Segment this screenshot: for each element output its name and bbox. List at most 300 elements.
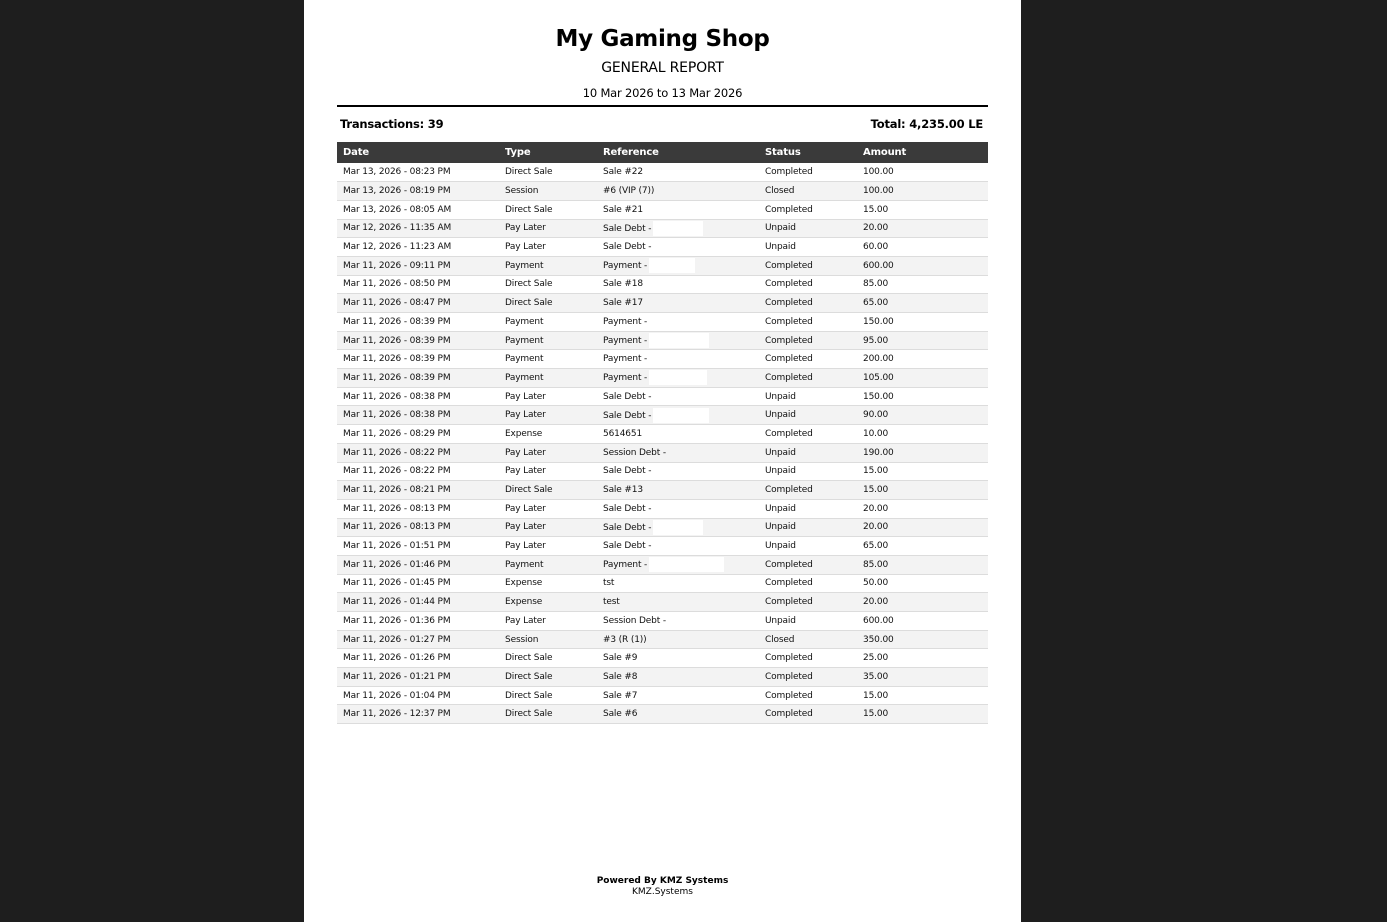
cell-reference <box>597 443 759 462</box>
cell-amount-text: 85.00 <box>863 559 889 570</box>
cell-status-text: Completed <box>765 578 813 589</box>
table-row <box>337 668 988 687</box>
cell-status-text: Completed <box>765 316 813 327</box>
cell-type-text: Direct Sale <box>505 709 553 720</box>
cell-date-text: Mar 11, 2026 - 08:29 PM <box>343 428 451 439</box>
cell-reference-text: Sale Debt - <box>603 541 652 552</box>
cell-type-text: Pay Later <box>505 242 546 253</box>
cell-amount <box>857 705 988 724</box>
table-row <box>337 612 988 631</box>
cell-date <box>337 481 499 500</box>
cell-date-text: Mar 11, 2026 - 01:51 PM <box>343 541 451 552</box>
column-header-type: Type <box>505 147 531 158</box>
cell-date <box>337 649 499 668</box>
cell-type <box>499 219 597 238</box>
cell-type <box>499 649 597 668</box>
cell-status-text: Unpaid <box>765 503 796 514</box>
cell-reference-text: Payment - <box>603 336 648 347</box>
cell-date-text: Mar 13, 2026 - 08:23 PM <box>343 167 451 178</box>
table-row <box>337 649 988 668</box>
cell-reference <box>597 331 759 350</box>
cell-reference-text: Payment - <box>603 560 648 571</box>
cell-amount-text: 100.00 <box>863 167 894 178</box>
table-row <box>337 499 988 518</box>
cell-type-text: Payment <box>505 316 544 327</box>
redacted-block <box>653 520 703 535</box>
cell-reference-text: Sale Debt - <box>603 391 652 402</box>
cell-date-text: Mar 11, 2026 - 01:27 PM <box>343 634 451 645</box>
cell-type <box>499 593 597 612</box>
cell-amount-text: 90.00 <box>863 410 889 421</box>
cell-amount <box>857 313 988 332</box>
cell-date <box>337 275 499 294</box>
report-footer <box>304 876 1021 898</box>
cell-date-text: Mar 11, 2026 - 08:22 PM <box>343 447 451 458</box>
table-row <box>337 481 988 500</box>
cell-type <box>499 294 597 313</box>
redacted-block <box>653 408 709 423</box>
table-row <box>337 219 988 238</box>
cell-type-text: Payment <box>505 335 544 346</box>
cell-type <box>499 686 597 705</box>
cell-date-text: Mar 12, 2026 - 11:35 AM <box>343 223 452 234</box>
cell-reference <box>597 313 759 332</box>
cell-type <box>499 369 597 388</box>
cell-status <box>759 481 857 500</box>
cell-amount-text: 150.00 <box>863 391 894 402</box>
cell-reference-text: Sale #6 <box>603 709 638 720</box>
cell-type-text: Expense <box>505 597 543 608</box>
cell-amount <box>857 406 988 425</box>
cell-amount <box>857 593 988 612</box>
column-header-status: Status <box>765 147 801 158</box>
table-row <box>337 593 988 612</box>
cell-type <box>499 518 597 537</box>
cell-date-text: Mar 11, 2026 - 08:39 PM <box>343 372 451 383</box>
cell-type <box>499 425 597 444</box>
cell-reference <box>597 705 759 724</box>
redacted-block <box>649 258 695 273</box>
cell-type <box>499 443 597 462</box>
cell-type-text: Pay Later <box>505 541 546 552</box>
cell-date <box>337 686 499 705</box>
header-divider <box>337 105 988 107</box>
cell-date <box>337 705 499 724</box>
cell-status <box>759 499 857 518</box>
cell-date-text: Mar 11, 2026 - 08:21 PM <box>343 485 451 496</box>
table-row <box>337 313 988 332</box>
cell-reference-text: Sale Debt - <box>603 503 652 514</box>
cell-date-text: Mar 11, 2026 - 08:39 PM <box>343 354 451 365</box>
cell-type <box>499 163 597 182</box>
cell-type-text: Payment <box>505 372 544 383</box>
table-row <box>337 163 988 182</box>
cell-date <box>337 406 499 425</box>
cell-reference-text: Sale #18 <box>603 279 643 290</box>
cell-date-text: Mar 11, 2026 - 08:22 PM <box>343 466 451 477</box>
cell-status <box>759 406 857 425</box>
cell-date-text: Mar 11, 2026 - 01:45 PM <box>343 578 451 589</box>
cell-type-text: Pay Later <box>505 447 546 458</box>
cell-reference <box>597 462 759 481</box>
cell-status-text: Completed <box>765 709 813 720</box>
cell-status <box>759 369 857 388</box>
cell-status <box>759 387 857 406</box>
cell-amount <box>857 555 988 574</box>
cell-reference-text: Sale Debt - <box>603 242 652 253</box>
cell-reference-text: Sale #22 <box>603 167 643 178</box>
cell-status-text: Completed <box>765 485 813 496</box>
table-row <box>337 331 988 350</box>
cell-status <box>759 200 857 219</box>
cell-amount-text: 20.00 <box>863 522 889 533</box>
cell-type-text: Expense <box>505 428 543 439</box>
cell-type <box>499 331 597 350</box>
total-amount: Total: 4,235.00 LE <box>870 117 983 131</box>
cell-amount-text: 20.00 <box>863 597 889 608</box>
cell-type-text: Payment <box>505 559 544 570</box>
column-header-reference: Reference <box>603 147 659 158</box>
cell-reference-text: Payment - <box>603 373 648 384</box>
cell-status-text: Unpaid <box>765 541 796 552</box>
cell-date-text: Mar 11, 2026 - 08:13 PM <box>343 503 451 514</box>
cell-reference <box>597 612 759 631</box>
cell-date <box>337 499 499 518</box>
cell-reference-text: Sale Debt - <box>603 522 652 533</box>
cell-status-text: Unpaid <box>765 447 796 458</box>
table-row <box>337 200 988 219</box>
cell-status-text: Unpaid <box>765 242 796 253</box>
cell-amount <box>857 630 988 649</box>
cell-reference <box>597 406 759 425</box>
cell-type-text: Pay Later <box>505 503 546 514</box>
cell-date <box>337 369 499 388</box>
cell-reference-text: Sale Debt - <box>603 466 652 477</box>
cell-date <box>337 612 499 631</box>
table-row <box>337 518 988 537</box>
cell-status <box>759 686 857 705</box>
cell-date <box>337 294 499 313</box>
cell-amount <box>857 275 988 294</box>
cell-type <box>499 499 597 518</box>
cell-amount-text: 50.00 <box>863 578 889 589</box>
table-row <box>337 686 988 705</box>
cell-status <box>759 649 857 668</box>
cell-status-text: Unpaid <box>765 522 796 533</box>
cell-amount-text: 15.00 <box>863 709 889 720</box>
cell-status <box>759 331 857 350</box>
cell-amount <box>857 481 988 500</box>
table-row <box>337 275 988 294</box>
table-row <box>337 705 988 724</box>
cell-type <box>499 668 597 687</box>
cell-type-text: Direct Sale <box>505 279 553 290</box>
cell-amount <box>857 518 988 537</box>
cell-amount <box>857 462 988 481</box>
cell-amount <box>857 256 988 275</box>
cell-date <box>337 256 499 275</box>
cell-status <box>759 219 857 238</box>
cell-reference <box>597 686 759 705</box>
cell-type-text: Direct Sale <box>505 204 553 215</box>
cell-amount-text: 25.00 <box>863 653 889 664</box>
report-page <box>304 0 1021 922</box>
cell-type-text: Direct Sale <box>505 671 553 682</box>
cell-status-text: Completed <box>765 204 813 215</box>
cell-amount <box>857 537 988 556</box>
cell-reference-text: Session Debt - <box>603 447 666 458</box>
cell-status <box>759 313 857 332</box>
cell-reference <box>597 219 759 238</box>
cell-reference-text: Sale #17 <box>603 298 643 309</box>
cell-status-text: Unpaid <box>765 391 796 402</box>
cell-date <box>337 593 499 612</box>
cell-type <box>499 481 597 500</box>
cell-amount-text: 65.00 <box>863 298 889 309</box>
cell-reference <box>597 182 759 201</box>
cell-date <box>337 387 499 406</box>
cell-amount-text: 350.00 <box>863 634 894 645</box>
cell-amount <box>857 238 988 257</box>
cell-amount-text: 100.00 <box>863 186 894 197</box>
table-row <box>337 294 988 313</box>
cell-type <box>499 555 597 574</box>
cell-type <box>499 275 597 294</box>
cell-date-text: Mar 12, 2026 - 11:23 AM <box>343 242 452 253</box>
table-row <box>337 425 988 444</box>
cell-reference-text: test <box>603 597 620 608</box>
cell-amount-text: 150.00 <box>863 316 894 327</box>
cell-reference <box>597 593 759 612</box>
cell-amount <box>857 574 988 593</box>
cell-status <box>759 294 857 313</box>
table-row <box>337 369 988 388</box>
cell-status <box>759 425 857 444</box>
cell-date <box>337 537 499 556</box>
cell-amount <box>857 668 988 687</box>
cell-type-text: Direct Sale <box>505 485 553 496</box>
cell-date-text: Mar 11, 2026 - 08:47 PM <box>343 298 451 309</box>
table-row <box>337 555 988 574</box>
cell-date-text: Mar 11, 2026 - 08:38 PM <box>343 410 451 421</box>
cell-date <box>337 350 499 369</box>
cell-status <box>759 555 857 574</box>
cell-amount-text: 15.00 <box>863 204 889 215</box>
cell-reference <box>597 163 759 182</box>
cell-status-text: Completed <box>765 335 813 346</box>
cell-reference <box>597 537 759 556</box>
table-row <box>337 462 988 481</box>
cell-date-text: Mar 11, 2026 - 01:44 PM <box>343 597 451 608</box>
cell-reference-text: Sale #9 <box>603 653 638 664</box>
cell-reference-text: Sale Debt - <box>603 223 652 234</box>
cell-date-text: Mar 11, 2026 - 08:13 PM <box>343 522 451 533</box>
table-row <box>337 350 988 369</box>
cell-type-text: Pay Later <box>505 391 546 402</box>
cell-status-text: Completed <box>765 279 813 290</box>
cell-reference-text: Payment - <box>603 316 648 327</box>
cell-status-text: Completed <box>765 428 813 439</box>
cell-date <box>337 668 499 687</box>
cell-amount <box>857 425 988 444</box>
cell-status <box>759 668 857 687</box>
table-row <box>337 537 988 556</box>
cell-date <box>337 219 499 238</box>
cell-date <box>337 443 499 462</box>
cell-amount-text: 105.00 <box>863 372 894 383</box>
cell-status-text: Completed <box>765 671 813 682</box>
cell-status <box>759 593 857 612</box>
cell-status <box>759 256 857 275</box>
cell-status-text: Completed <box>765 559 813 570</box>
cell-type <box>499 630 597 649</box>
cell-date <box>337 331 499 350</box>
cell-type <box>499 462 597 481</box>
cell-amount-text: 65.00 <box>863 541 889 552</box>
cell-date <box>337 574 499 593</box>
cell-amount-text: 190.00 <box>863 447 894 458</box>
cell-status-text: Completed <box>765 298 813 309</box>
cell-amount <box>857 182 988 201</box>
cell-reference <box>597 425 759 444</box>
cell-date-text: Mar 13, 2026 - 08:05 AM <box>343 204 452 215</box>
cell-status-text: Closed <box>765 186 795 197</box>
cell-reference <box>597 630 759 649</box>
cell-amount-text: 600.00 <box>863 615 894 626</box>
cell-reference <box>597 256 759 275</box>
cell-type-text: Pay Later <box>505 223 546 234</box>
cell-reference-text: Sale Debt - <box>603 410 652 421</box>
cell-type-text: Direct Sale <box>505 167 553 178</box>
cell-date <box>337 238 499 257</box>
cell-amount-text: 20.00 <box>863 503 889 514</box>
table-row <box>337 630 988 649</box>
cell-type <box>499 256 597 275</box>
cell-status-text: Unpaid <box>765 466 796 477</box>
summary-bar <box>337 117 988 133</box>
table-row <box>337 256 988 275</box>
cell-date-text: Mar 13, 2026 - 08:19 PM <box>343 186 451 197</box>
cell-date-text: Mar 11, 2026 - 08:39 PM <box>343 316 451 327</box>
cell-date <box>337 163 499 182</box>
cell-reference-text: 5614651 <box>603 428 643 439</box>
cell-type-text: Pay Later <box>505 522 546 533</box>
cell-date <box>337 313 499 332</box>
cell-status <box>759 537 857 556</box>
cell-reference <box>597 555 759 574</box>
cell-status <box>759 238 857 257</box>
cell-type-text: Pay Later <box>505 466 546 477</box>
transactions-count: Transactions: 39 <box>340 117 444 131</box>
cell-status-text: Completed <box>765 653 813 664</box>
cell-reference <box>597 518 759 537</box>
cell-reference <box>597 369 759 388</box>
cell-reference <box>597 350 759 369</box>
cell-date <box>337 555 499 574</box>
website-text: KMZ.Systems <box>632 887 693 897</box>
cell-date-text: Mar 11, 2026 - 01:26 PM <box>343 653 451 664</box>
cell-date <box>337 630 499 649</box>
table-row <box>337 406 988 425</box>
cell-status <box>759 350 857 369</box>
cell-date <box>337 182 499 201</box>
cell-status-text: Completed <box>765 690 813 701</box>
redacted-block <box>649 370 707 385</box>
cell-date-text: Mar 11, 2026 - 08:38 PM <box>343 391 451 402</box>
table-row <box>337 238 988 257</box>
cell-date <box>337 200 499 219</box>
cell-date-text: Mar 11, 2026 - 01:21 PM <box>343 671 451 682</box>
cell-status-text: Unpaid <box>765 615 796 626</box>
cell-reference-text: tst <box>603 578 615 589</box>
cell-reference <box>597 649 759 668</box>
cell-type-text: Pay Later <box>505 615 546 626</box>
cell-status-text: Completed <box>765 597 813 608</box>
cell-date-text: Mar 11, 2026 - 01:46 PM <box>343 559 451 570</box>
cell-type <box>499 200 597 219</box>
cell-reference <box>597 574 759 593</box>
cell-date-text: Mar 11, 2026 - 01:36 PM <box>343 615 451 626</box>
cell-reference-text: #6 (VIP (7)) <box>603 186 655 197</box>
cell-type-text: Direct Sale <box>505 298 553 309</box>
cell-amount-text: 60.00 <box>863 242 889 253</box>
cell-amount <box>857 649 988 668</box>
cell-reference <box>597 481 759 500</box>
cell-amount-text: 20.00 <box>863 223 889 234</box>
cell-status <box>759 163 857 182</box>
cell-amount-text: 95.00 <box>863 335 889 346</box>
cell-status <box>759 182 857 201</box>
cell-status <box>759 574 857 593</box>
cell-date <box>337 425 499 444</box>
cell-reference-text: Sale #7 <box>603 690 638 701</box>
cell-date <box>337 462 499 481</box>
cell-type <box>499 182 597 201</box>
cell-status <box>759 612 857 631</box>
table-row <box>337 443 988 462</box>
cell-status-text: Completed <box>765 354 813 365</box>
cell-reference <box>597 238 759 257</box>
cell-reference <box>597 499 759 518</box>
cell-status-text: Completed <box>765 260 813 271</box>
cell-amount <box>857 350 988 369</box>
cell-type-text: Direct Sale <box>505 690 553 701</box>
cell-status <box>759 705 857 724</box>
cell-amount <box>857 686 988 705</box>
cell-type <box>499 612 597 631</box>
powered-by-text: Powered By KMZ Systems <box>596 876 729 886</box>
cell-amount-text: 85.00 <box>863 279 889 290</box>
cell-amount <box>857 294 988 313</box>
cell-amount <box>857 200 988 219</box>
cell-status-text: Completed <box>765 167 813 178</box>
cell-amount-text: 15.00 <box>863 485 889 496</box>
cell-amount-text: 15.00 <box>863 466 889 477</box>
cell-reference-text: #3 (R (1)) <box>603 634 647 645</box>
cell-amount <box>857 219 988 238</box>
cell-type <box>499 574 597 593</box>
cell-status-text: Closed <box>765 634 795 645</box>
cell-amount-text: 10.00 <box>863 428 889 439</box>
cell-reference <box>597 275 759 294</box>
cell-amount-text: 35.00 <box>863 671 889 682</box>
cell-date-text: Mar 11, 2026 - 09:11 PM <box>343 260 451 271</box>
report-title: GENERAL REPORT <box>601 60 724 76</box>
cell-type-text: Direct Sale <box>505 653 553 664</box>
cell-type-text: Session <box>505 186 539 197</box>
cell-reference <box>597 294 759 313</box>
cell-date <box>337 518 499 537</box>
